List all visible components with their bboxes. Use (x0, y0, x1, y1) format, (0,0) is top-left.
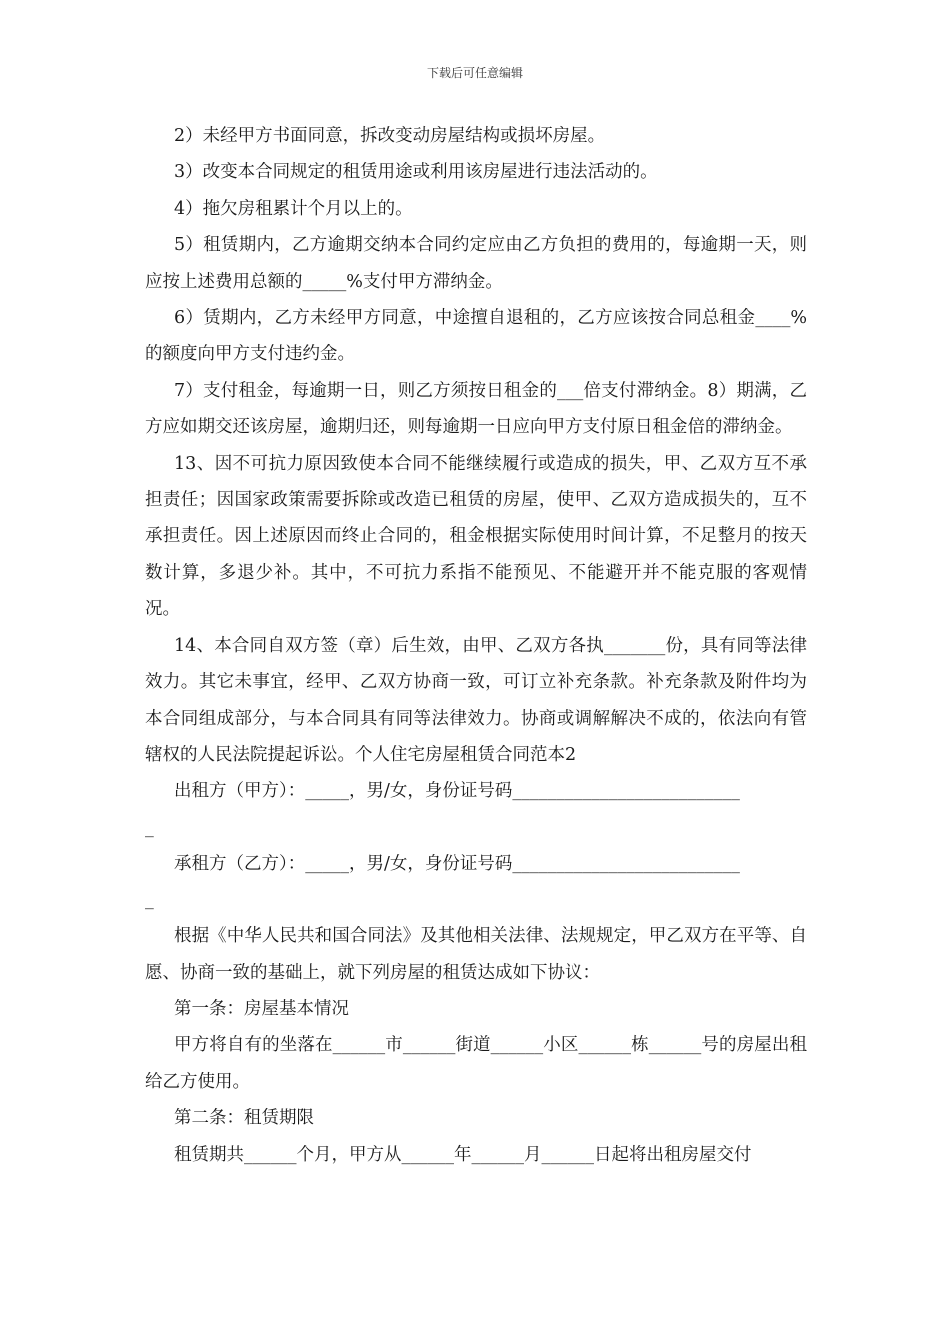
document-body (145, 118, 807, 1173)
clause-3: 3）改变本合同规定的租赁用途或利用该房屋进行违法活动的。 (174, 162, 658, 183)
article-1-text: 甲方将自有的坐落在______市______街道______小区______栋______号的房屋出租给乙方使用。 (145, 1035, 807, 1092)
clause-4: 4）拖欠房租累计个月以上的。 (174, 198, 413, 219)
article-2-text: 租赁期共______个月，甲方从______年______月______日起将出租房屋交付 (174, 1144, 752, 1165)
clause-5: 5）租赁期内，乙方逾期交纳本合同约定应由乙方负担的费用的，每逾期一天，则应按上述费用总额的_____%支付甲方滞纳金。 (145, 235, 807, 292)
article-2-title: 第二条：租赁期限 (174, 1108, 314, 1129)
clause-6: 6）赁期内，乙方未经甲方同意，中途擅自退租的，乙方应该按合同总租金____%的额度向甲方支付违约金。 (145, 308, 807, 365)
lessee-line: 承租方（乙方）：_____，男/女，身份证号码__________________________ (174, 853, 740, 874)
lessor-line-tail: _ (145, 817, 154, 838)
article-1-title: 第一条：房屋基本情况 (174, 998, 349, 1019)
page-header-note: 下载后可任意编辑 (426, 66, 523, 80)
article-13: 13、因不可抗力原因致使本合同不能继续履行或造成的损失，甲、乙双方互不承担责任；因国家政策需要拆除或改造已租赁的房屋，使甲、乙双方造成损失的，互不承担责任。因上述原因而终止合同的，租金根据实际使用时间计算，不足整月的按天数计算，多退少补。其中，不可抗力系指不能预见、不能避开并不能克服的客观情况。 (145, 453, 807, 620)
lessee-line-tail: _ (145, 890, 154, 911)
intro-paragraph: 根据《中华人民共和国合同法》及其他相关法律、法规规定，甲乙双方在平等、自愿、协商一致的基础上，就下列房屋的租赁达成如下协议： (145, 926, 807, 983)
clause-2: 2）未经甲方书面同意，拆改变动房屋结构或损坏房屋。 (174, 126, 606, 146)
article-14: 14、本合同自双方签（章）后生效，由甲、乙双方各执_______份，具有同等法律效力。其它未事宜，经甲、乙双方协商一致，可订立补充条款。补充条款及附件均为本合同组成部分，与本合同具有同等法律效力。协商或调解解决不成的，依法向有管辖权的人民法院提起诉讼。个人住宅房屋租赁合同范本2 (145, 635, 807, 765)
clause-7-8: 7）支付租金，每逾期一日，则乙方须按日租金的___倍支付滞纳金。8）期满，乙方应如期交还该房屋，逾期归还，则每逾期一日应向甲方支付原日租金倍的滞纳金。 (145, 380, 807, 438)
lessor-line: 出租方（甲方）：_____，男/女，身份证号码__________________________ (174, 781, 740, 802)
